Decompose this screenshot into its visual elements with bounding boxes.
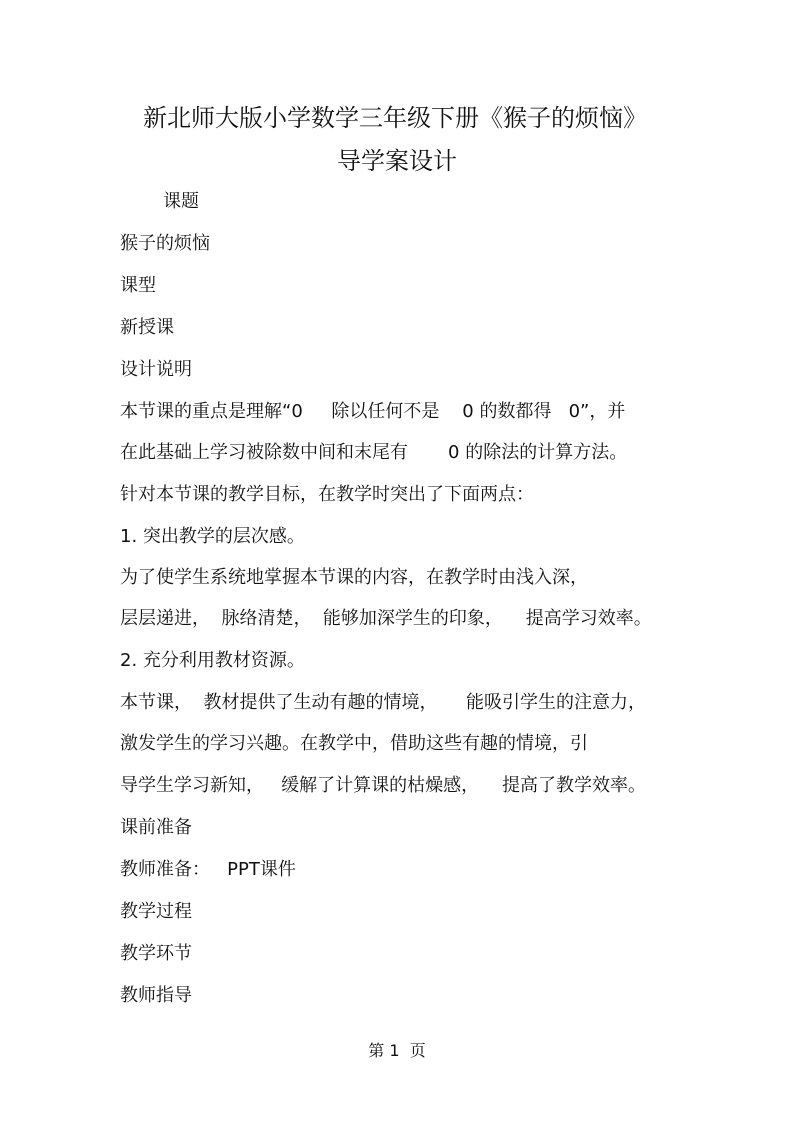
paragraph-line: 本节课的重点是理解“0 除以任何不是 0 的数都得 0”，并: [120, 401, 626, 422]
paragraph-line: 层层递进， 脉络清楚， 能够加深学生的印象， 提高学习效率。: [120, 608, 652, 629]
lesson-topic-value: 猴子的烦恼: [120, 233, 210, 254]
label-lesson-type: 课型: [120, 275, 156, 296]
paragraph-line: 导学生学习新知， 缓解了计算课的枯燥感， 提高了教学效率。: [120, 775, 647, 796]
label-preparation: 课前准备: [120, 817, 192, 838]
lesson-type-value: 新授课: [120, 317, 174, 338]
document-title: 新北师大版小学数学三年级下册《猴子的烦恼》: [143, 104, 647, 132]
paragraph-line: 为了使学生系统地掌握本节课的内容，在教学时由浅入深，: [120, 567, 588, 588]
paragraph-line: 针对本节课的教学目标，在教学时突出了下面两点：: [120, 484, 534, 505]
numbered-heading: 1. 突出教学的层次感。: [120, 526, 305, 547]
document-subtitle: 导学案设计: [337, 147, 457, 175]
label-lesson-topic: 课题: [163, 191, 199, 212]
label-teaching-process: 教学过程: [120, 901, 192, 922]
page-number: 第 1 页: [368, 1041, 426, 1060]
label-teaching-stage: 教学环节: [120, 943, 192, 964]
label-design-notes: 设计说明: [120, 359, 192, 380]
teacher-preparation: 教师准备： PPT课件: [120, 859, 296, 880]
paragraph-line: 在此基础上学习被除数中间和末尾有 0 的除法的计算方法。: [120, 442, 628, 463]
paragraph-line: 激发学生的学习兴趣。在教学中，借助这些有趣的情境，引: [120, 733, 588, 754]
label-teacher-guidance: 教师指导: [120, 985, 192, 1006]
numbered-heading: 2. 充分利用教材资源。: [120, 650, 305, 671]
paragraph-line: 本节课， 教材提供了生动有趣的情境， 能吸引学生的注意力，: [120, 692, 647, 713]
